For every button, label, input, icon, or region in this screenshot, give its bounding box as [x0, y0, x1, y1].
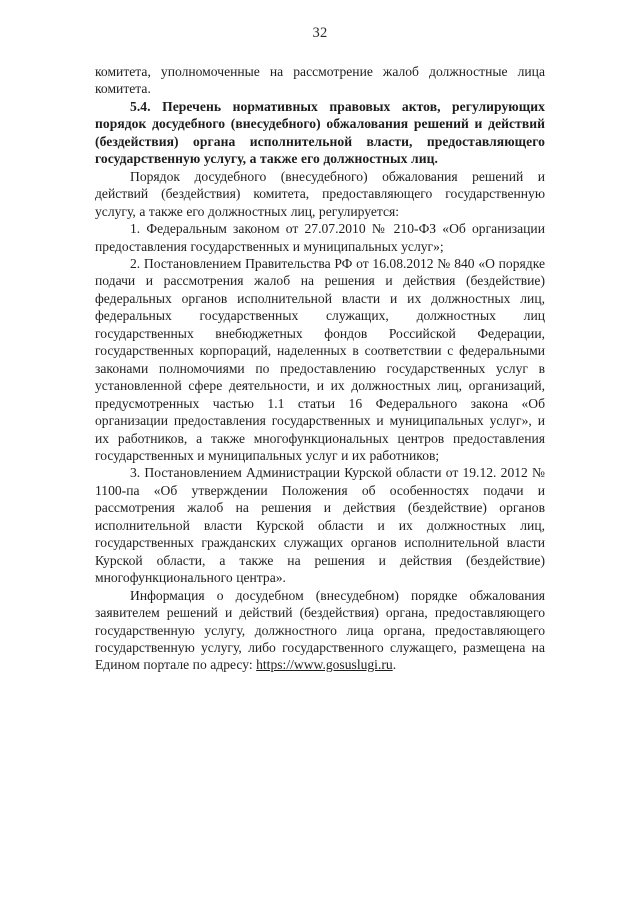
gosuslugi-url-link[interactable]: https://www.gosuslugi.ru — [256, 657, 393, 673]
list-item-3: 3. Постановлением Администрации Курской области от 19.12. 2012 № 1100-па «Об утверждении Положения об особенностях подачи и рассмотрения жалоб на решения и действия (бездействие) органов исполнительной власти Курской области и их должностных лиц, государственных гражданских служащих органов исполнительной власти Курской области, а также на решения и действия (бездействие) многофункционального центра». — [95, 465, 545, 586]
paragraph-information-portal — [95, 587, 545, 674]
document-body — [95, 63, 545, 674]
heading-section-5-4: 5.4. Перечень нормативных правовых актов, регулирующих порядок досудебного (внесудебного) обжалования решений и действий (бездействия) органа исполнительной власти, предоставляющего государственную услугу, а также его должностных лиц. — [95, 98, 545, 167]
paragraph-intro: комитета, уполномоченные на рассмотрение жалоб должностные лица комитета. — [95, 64, 545, 97]
list-item-2: 2. Постановлением Правительства РФ от 16.08.2012 № 840 «О порядке подачи и рассмотрения жалоб на решения и действия (бездействие) федеральных органов исполнительной власти и их должностных лиц, федеральных государственных служащих, должностных лиц государственных внебюджетных фондов Российской Федерации, государственных корпораций, наделенных в соответствии с федеральными законами полномочиями по предоставлению государственных услуг в установленной сфере деятельности, и их должностных лиц, организаций, предусмотренных частью 1.1 статьи 16 Федерального закона «Об организации предоставления государственных и муниципальных услуг», и их работников, а также многофункциональных центров предоставления государственных и муниципальных услуг и их работников; — [95, 255, 545, 463]
sentence-terminator: . — [392, 657, 397, 673]
list-item-1: 1. Федеральным законом от 27.07.2010 № 210-ФЗ «Об организации предоставления государственных и муниципальных услуг»; — [95, 221, 545, 254]
information-portal-text: Информация о досудебном (внесудебном) порядке обжалования заявителем решений и действий (бездействия) органа, предоставляющего государственную услугу, должностного лица органа, предоставляющего государственную услугу, либо государственного служащего, размещена на Едином портале по адресу: — [95, 587, 545, 673]
paragraph-order-intro: Порядок досудебного (внесудебного) обжалования решений и действий (бездействия) комитета, предоставляющего государственную услугу, а также его должностных лиц, регулируется: — [95, 168, 545, 219]
page-number: 32 — [312, 25, 328, 41]
